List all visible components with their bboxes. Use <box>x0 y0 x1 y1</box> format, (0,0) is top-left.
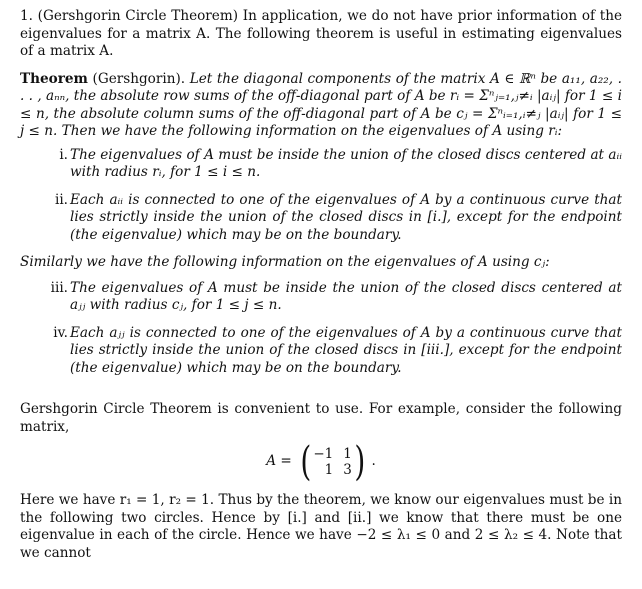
column-sum-list <box>20 280 622 378</box>
item-number: ii. <box>54 191 68 208</box>
theorem-name: (Gershgorin). <box>92 70 186 87</box>
item-number: iii. <box>50 279 68 296</box>
list-item <box>20 325 622 378</box>
list-item <box>20 147 622 182</box>
matrix-period: . <box>371 453 376 470</box>
matrix-entries <box>313 446 352 478</box>
list-item <box>20 280 622 315</box>
theorem-body: Let the diagonal components of the matrix A ∈ ℝⁿ be a₁₁, a₂₂, . . . , aₙₙ, the absolute row sums of the off-diagonal part of A be rᵢ = Σⁿⱼ₌₁,ⱼ≠ᵢ |aᵢⱼ| for 1 ≤ i ≤ n, the absolute column sums of the off-diagonal part of A be cⱼ = Σⁿᵢ₌₁,ᵢ≠ⱼ |aᵢⱼ| for 1 ≤ j ≤ n. Then we have the following information on the eigenvalues of A using rᵢ: <box>20 70 622 139</box>
example-intro: Gershgorin Circle Theorem is convenient to use. For example, consider the following matrix, <box>20 401 622 435</box>
document-page <box>20 8 622 562</box>
item-text: The eigenvalues of A must be inside the union of the closed discs centered at aᵢᵢ with radius rᵢ, for 1 ≤ i ≤ n. <box>70 146 622 180</box>
matrix-display <box>20 439 622 485</box>
closing-paragraph: Here we have r₁ = 1, r₂ = 1. Thus by the theorem, we know our eigenvalues must be in the following two circles. Hence by [i.] and [ii.] we know that there must be one eigenvalue in each of the circle. Hence we have −2 ≤ λ₁ ≤ 0 and 2 ≤ λ₂ ≤ 4. Note that we cannot <box>20 492 622 561</box>
right-paren-icon: ) <box>354 439 366 485</box>
problem-intro: 1. (Gershgorin Circle Theorem) In application, we do not have prior information of the eigenvalues for a matrix A. The following theorem is useful in estimating eigenvalues of a matrix A. <box>20 8 622 59</box>
theorem-heading: Theorem <box>20 70 88 87</box>
list-item <box>20 192 622 245</box>
left-paren-icon: ( <box>300 439 312 485</box>
theorem-statement <box>20 71 622 141</box>
item-number: i. <box>59 146 68 163</box>
matrix-entry: −1 <box>313 446 334 462</box>
similarly-text: Similarly we have the following information on the eigenvalues of A using cⱼ: <box>20 254 550 270</box>
row-sum-list <box>20 147 622 245</box>
item-text: Each aⱼⱼ is connected to one of the eigenvalues of A by a continuous curve that lies strictly inside the union of the closed discs in [iii.], except for the endpoint (the eigenvalue) which may be on the boundary. <box>70 324 622 376</box>
matrix-entry: 3 <box>343 462 352 478</box>
item-number: iv. <box>53 324 68 341</box>
item-text: The eigenvalues of A must be inside the union of the closed discs centered at aⱼⱼ with radius cⱼ, for 1 ≤ j ≤ n. <box>70 279 622 313</box>
item-text: Each aᵢᵢ is connected to one of the eigenvalues of A by a continuous curve that lies strictly inside the union of the closed discs in [i.], except for the endpoint (the eigenvalue) which may be on the boundary. <box>70 191 622 243</box>
matrix-label: A = <box>266 453 292 470</box>
matrix-entry: 1 <box>324 462 334 478</box>
matrix-entry: 1 <box>343 446 352 462</box>
